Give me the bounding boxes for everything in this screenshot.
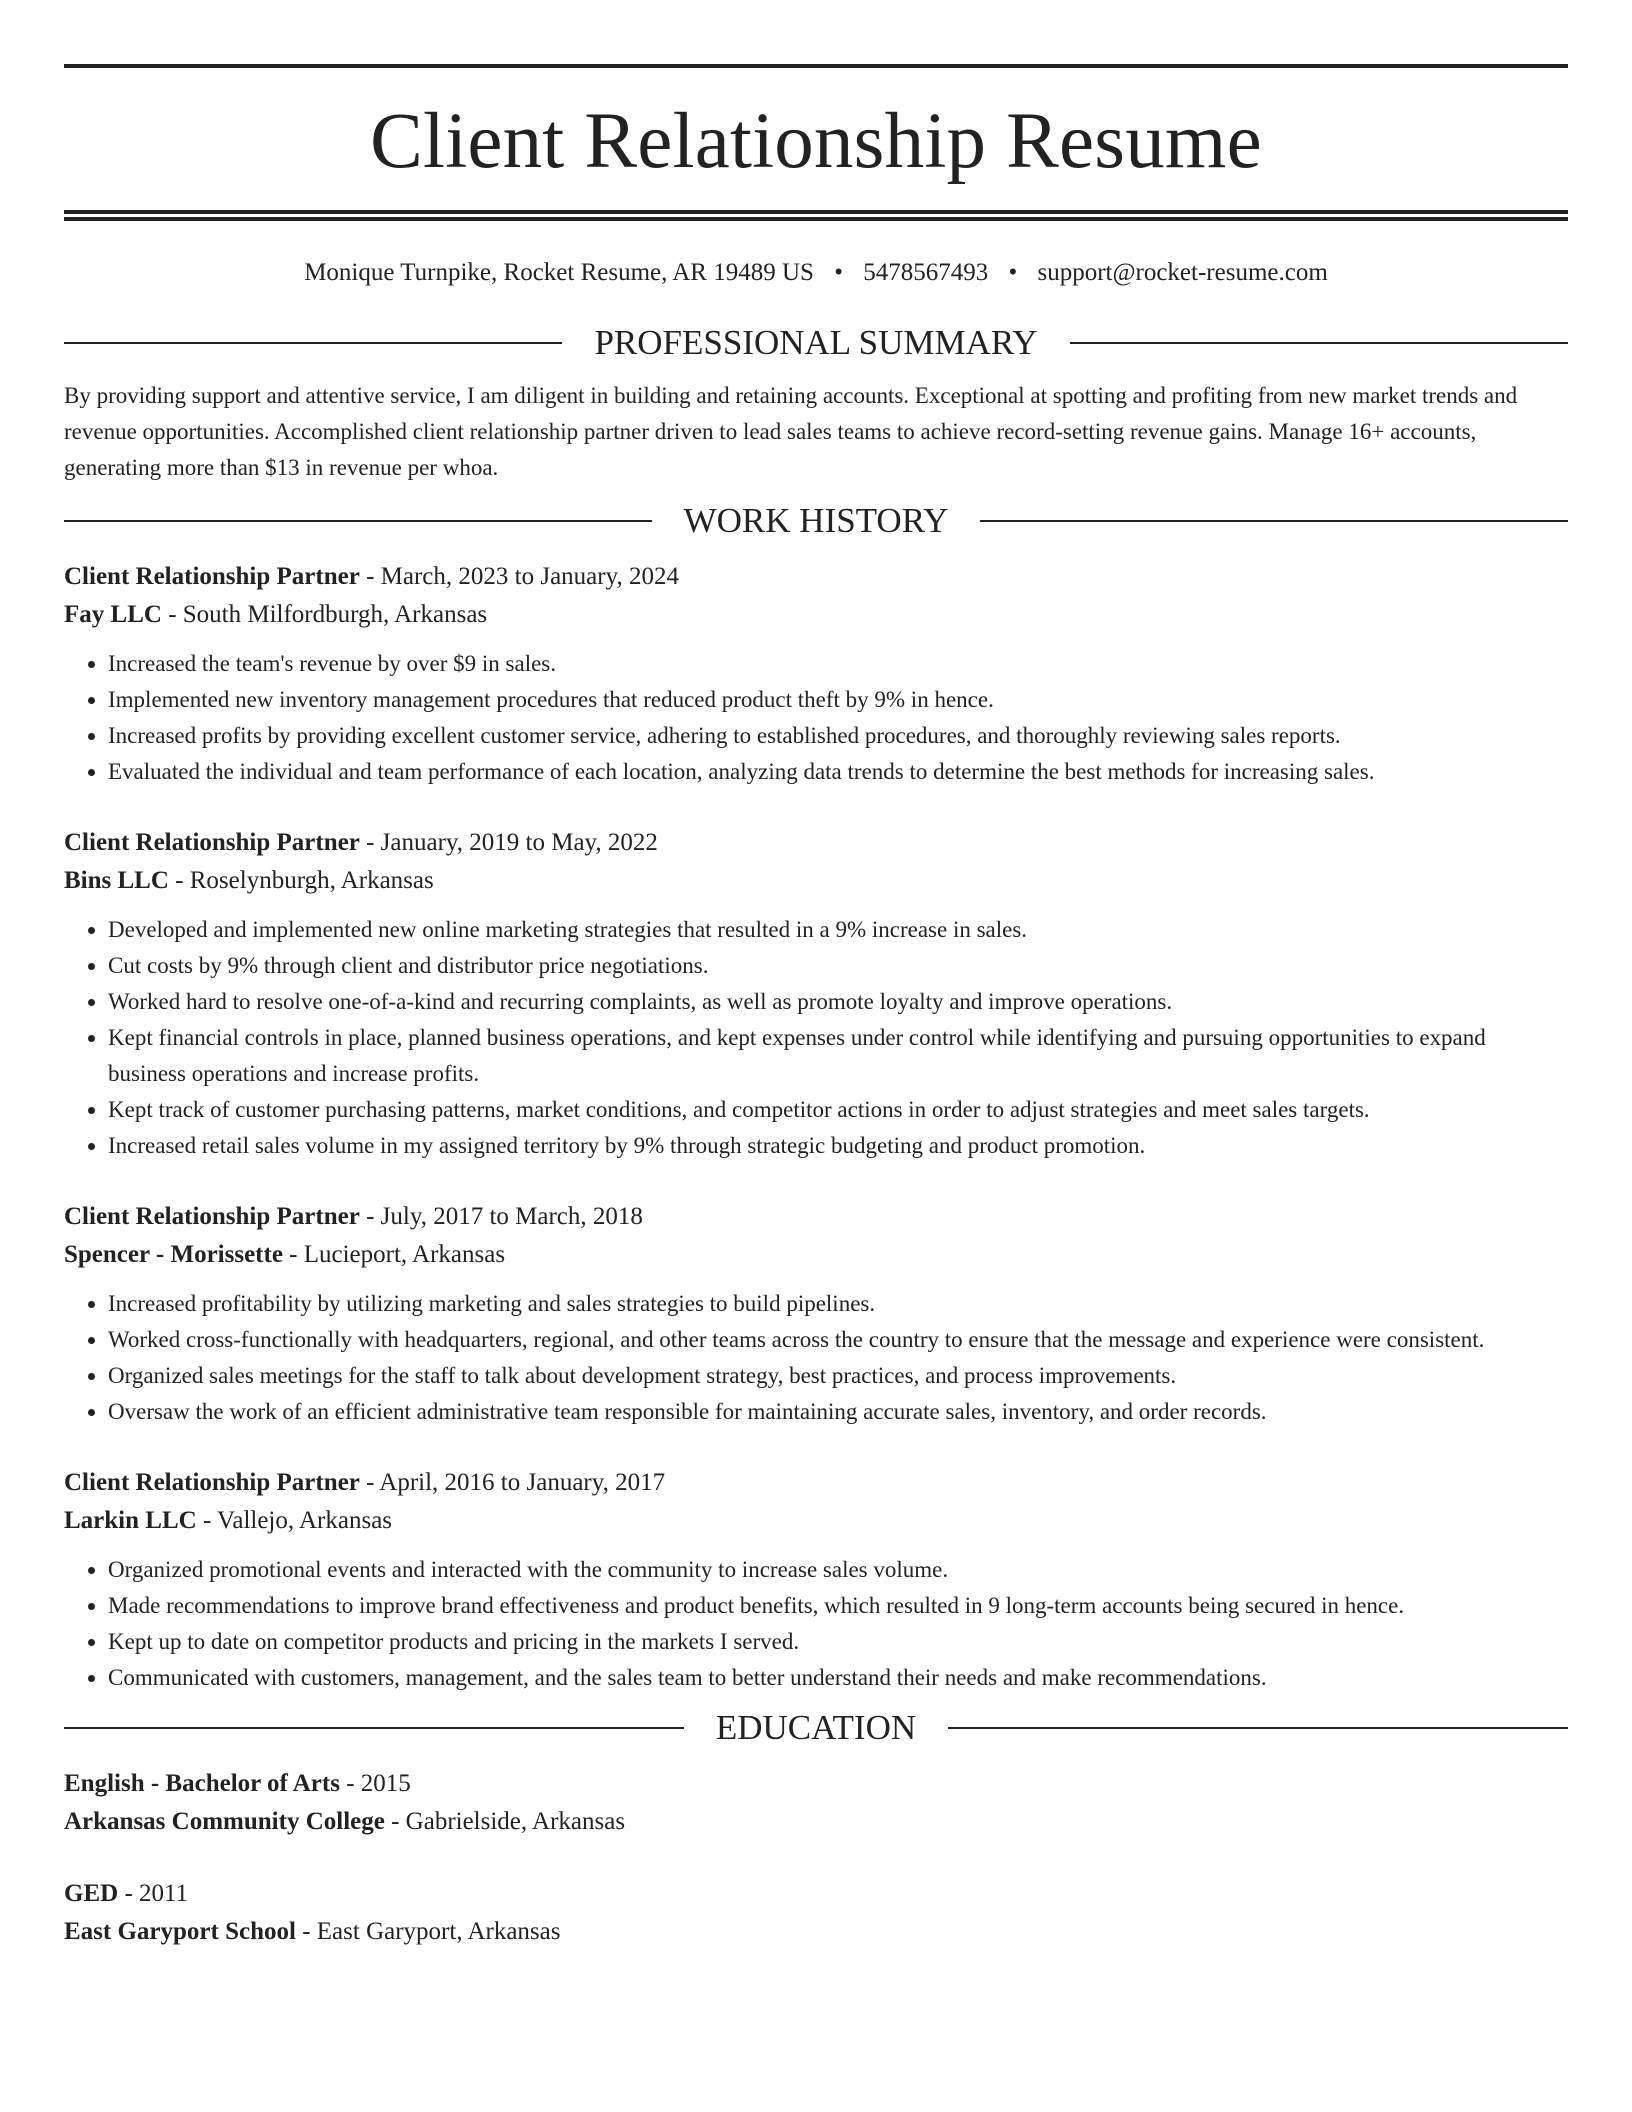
job-company: Fay LLC: [64, 601, 162, 628]
section-rule-left: [64, 1727, 684, 1729]
list-item: • Cut costs by 9% through client and distributor price negotiations.: [108, 948, 1568, 984]
list-item: • Organized sales meetings for the staff to talk about development strategy, best practices, and process improvements.: [108, 1358, 1568, 1394]
job-bullets: [64, 1286, 1568, 1430]
education-degree-line: [64, 1875, 1568, 1913]
education-degree-line: [64, 1765, 1568, 1803]
contact-email: support@rocket-resume.com: [1037, 259, 1328, 286]
education-year: - 2011: [118, 1880, 189, 1907]
list-item: • Developed and implemented new online marketing strategies that resulted in a 9% increase in sales.: [108, 912, 1568, 948]
education-entry: [64, 1875, 1568, 1951]
education-section-header: [64, 1706, 1568, 1750]
job-title-line: [64, 1198, 1568, 1236]
list-item: • Worked hard to resolve one-of-a-kind and recurring complaints, as well as promote loyalty and improve operations.: [108, 984, 1568, 1020]
list-item: • Kept up to date on competitor products and pricing in the markets I served.: [108, 1624, 1568, 1660]
job-title-line: [64, 1464, 1568, 1502]
section-rule-left: [64, 520, 652, 522]
job-company: Larkin LLC: [64, 1507, 197, 1534]
top-rule: [64, 64, 1568, 68]
job-dates: - April, 2016 to January, 2017: [359, 1469, 666, 1496]
list-item: • Increased the team's revenue by over $9 in sales.: [108, 646, 1568, 682]
education-degree: English - Bachelor of Arts: [64, 1770, 340, 1797]
job-company-line: [64, 1502, 1568, 1540]
job-company-line: [64, 1236, 1568, 1274]
contact-phone: 5478567493: [863, 259, 989, 286]
contact-line: [64, 255, 1568, 291]
resume-title: Client Relationship Resume: [370, 98, 1262, 185]
job-entry: [64, 824, 1568, 1164]
education-location: - Gabrielside, Arkansas: [384, 1808, 626, 1835]
resume-page: [64, 64, 1568, 1951]
list-item: • Increased retail sales volume in my assigned territory by 9% through strategic budgeting and product promotion.: [108, 1128, 1568, 1164]
job-dates: - January, 2019 to May, 2022: [359, 829, 658, 856]
section-rule-right: [980, 520, 1568, 522]
list-item: • Increased profitability by utilizing marketing and sales strategies to build pipelines.: [108, 1286, 1568, 1322]
job-entry: [64, 558, 1568, 790]
job-company-line: [64, 596, 1568, 634]
section-rule-right: [948, 1727, 1568, 1729]
education-entry: [64, 1765, 1568, 1841]
education-year: - 2015: [339, 1770, 411, 1797]
work-section-header: [64, 499, 1568, 543]
job-title: Client Relationship Partner: [64, 1203, 360, 1230]
job-location: - South Milfordburgh, Arkansas: [161, 601, 488, 628]
education-heading: EDUCATION: [715, 1708, 917, 1747]
list-item: • Increased profits by providing excellent customer service, adhering to established procedures, and thoroughly reviewing sales reports.: [108, 718, 1568, 754]
education-location: - East Garyport, Arkansas: [295, 1918, 561, 1945]
summary-heading: PROFESSIONAL SUMMARY: [594, 323, 1038, 362]
job-company: Spencer - Morissette: [64, 1241, 283, 1268]
education-school: East Garyport School: [64, 1918, 296, 1945]
education-school-line: [64, 1803, 1568, 1841]
education-school: Arkansas Community College: [64, 1808, 385, 1835]
contact-separator: •: [834, 259, 843, 286]
list-item: • Organized promotional events and interacted with the community to increase sales volume.: [108, 1552, 1568, 1588]
contact-address: Monique Turnpike, Rocket Resume, AR 19489 US: [304, 259, 814, 286]
job-bullets: [64, 1552, 1568, 1696]
summary-text: By providing support and attentive service, I am diligent in building and retaining accounts. Exceptional at spotting and profiting from new market trends and revenue opportunities. Accomplished client relationship partner driven to lead sales teams to achieve record-setting revenue gains. Manage 16+ accounts, generating more than $13 in revenue per whoa.: [64, 383, 1518, 480]
section-rule-right: [1070, 342, 1568, 344]
job-title: Client Relationship Partner: [64, 563, 360, 590]
contact-separator: •: [1008, 259, 1018, 286]
job-entry: [64, 1198, 1568, 1430]
job-location: - Vallejo, Arkansas: [196, 1507, 393, 1534]
list-item: • Kept financial controls in place, planned business operations, and kept expenses under control while identifying and pursuing opportunities to expand business operations and increase profits.: [108, 1020, 1568, 1092]
job-location: - Roselynburgh, Arkansas: [168, 867, 434, 894]
job-company: Bins LLC: [64, 867, 169, 894]
list-item: • Communicated with customers, management, and the sales team to better understand their needs and make recommendations.: [108, 1660, 1568, 1696]
education-degree: GED: [64, 1880, 119, 1907]
job-title-line: [64, 558, 1568, 596]
job-company-line: [64, 862, 1568, 900]
list-item: • Made recommendations to improve brand effectiveness and product benefits, which resulted in 9 long-term accounts being secured in hence.: [108, 1588, 1568, 1624]
job-bullets: [64, 646, 1568, 790]
job-dates: - March, 2023 to January, 2024: [359, 563, 679, 590]
job-title-line: [64, 824, 1568, 862]
education-school-line: [64, 1913, 1568, 1951]
title-double-rule: [64, 210, 1568, 221]
job-entry: [64, 1464, 1568, 1696]
job-dates: - July, 2017 to March, 2018: [359, 1203, 643, 1230]
list-item: • Implemented new inventory management procedures that reduced product theft by 9% in hence.: [108, 682, 1568, 718]
job-bullets: [64, 912, 1568, 1164]
list-item: • Worked cross-functionally with headquarters, regional, and other teams across the country to ensure that the message and experience were consistent.: [108, 1322, 1568, 1358]
summary-section-header: [64, 321, 1568, 365]
work-heading: WORK HISTORY: [683, 501, 949, 540]
list-item: • Evaluated the individual and team performance of each location, analyzing data trends to determine the best methods for increasing sales.: [108, 754, 1568, 790]
section-rule-left: [64, 342, 562, 344]
job-title: Client Relationship Partner: [64, 829, 360, 856]
job-title: Client Relationship Partner: [64, 1469, 360, 1496]
job-location: - Lucieport, Arkansas: [282, 1241, 506, 1268]
list-item: • Oversaw the work of an efficient administrative team responsible for maintaining accurate sales, inventory, and order records.: [108, 1394, 1568, 1430]
list-item: • Kept track of customer purchasing patterns, market conditions, and competitor actions in order to adjust strategies and meet sales targets.: [108, 1092, 1568, 1128]
